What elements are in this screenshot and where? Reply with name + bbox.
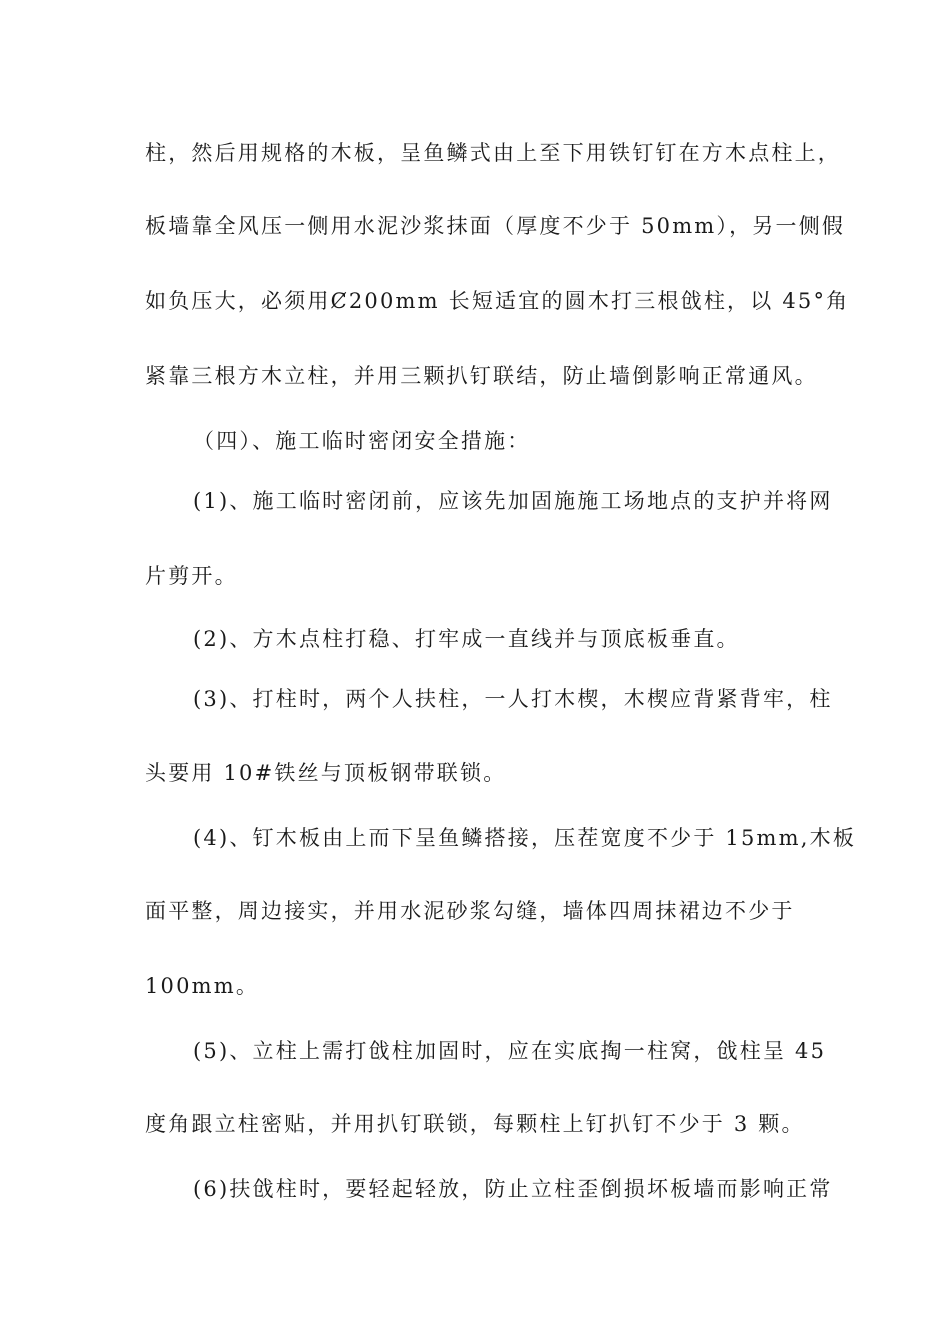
list-item-text: (6)扶戗柱时，要轻起轻放，防止立柱歪倒损坏板墙而影响正常 — [193, 1177, 833, 1201]
text-line: 片剪开。 — [145, 564, 238, 588]
list-item-text: (2)、方木点柱打稳、打牢成一直线并与顶底板垂直。 — [193, 627, 740, 651]
text-line: 面平整，周边接实，并用水泥砂浆勾缝，墙体四周抹裙边不少于 — [145, 899, 795, 923]
text-line: 头要用 10#铁丝与顶板钢带联锁。 — [145, 761, 507, 785]
text-line: 度角跟立柱密贴，并用扒钉联锁，每颗柱上钉扒钉不少于 3 颗。 — [145, 1112, 805, 1136]
list-item-text: (3)、打柱时，两个人扶柱，一人打木楔，木楔应背紧背牢，柱 — [193, 687, 833, 711]
list-item-text: (4)、钉木板由上而下呈鱼鳞搭接，压茬宽度不少于 15mm,木板 — [193, 826, 857, 850]
text-line: 柱，然后用规格的木板，呈鱼鳞式由上至下用铁钉钉在方木点柱上， — [145, 141, 841, 165]
text-line: 板墙靠全风压一侧用水泥沙浆抹面（厚度不少于 50mm），另一侧假 — [145, 214, 846, 238]
list-item-text: (1)、施工临时密闭前，应该先加固施施工场地点的支护并将网 — [193, 489, 833, 513]
text-line: 如负压大，必须用Ȼ200mm 长短适宜的圆木打三根戗柱，以 45°角 — [145, 289, 850, 313]
section-heading: （四）、施工临时密闭安全措施： — [193, 429, 531, 453]
text-line: 紧靠三根方木立柱，并用三颗扒钉联结，防止墙倒影响正常通风。 — [145, 364, 818, 388]
text-line: 100mm。 — [145, 974, 260, 998]
list-item-text: (5)、立柱上需打戗柱加固时，应在实底掏一柱窝，戗柱呈 45 — [193, 1039, 827, 1063]
